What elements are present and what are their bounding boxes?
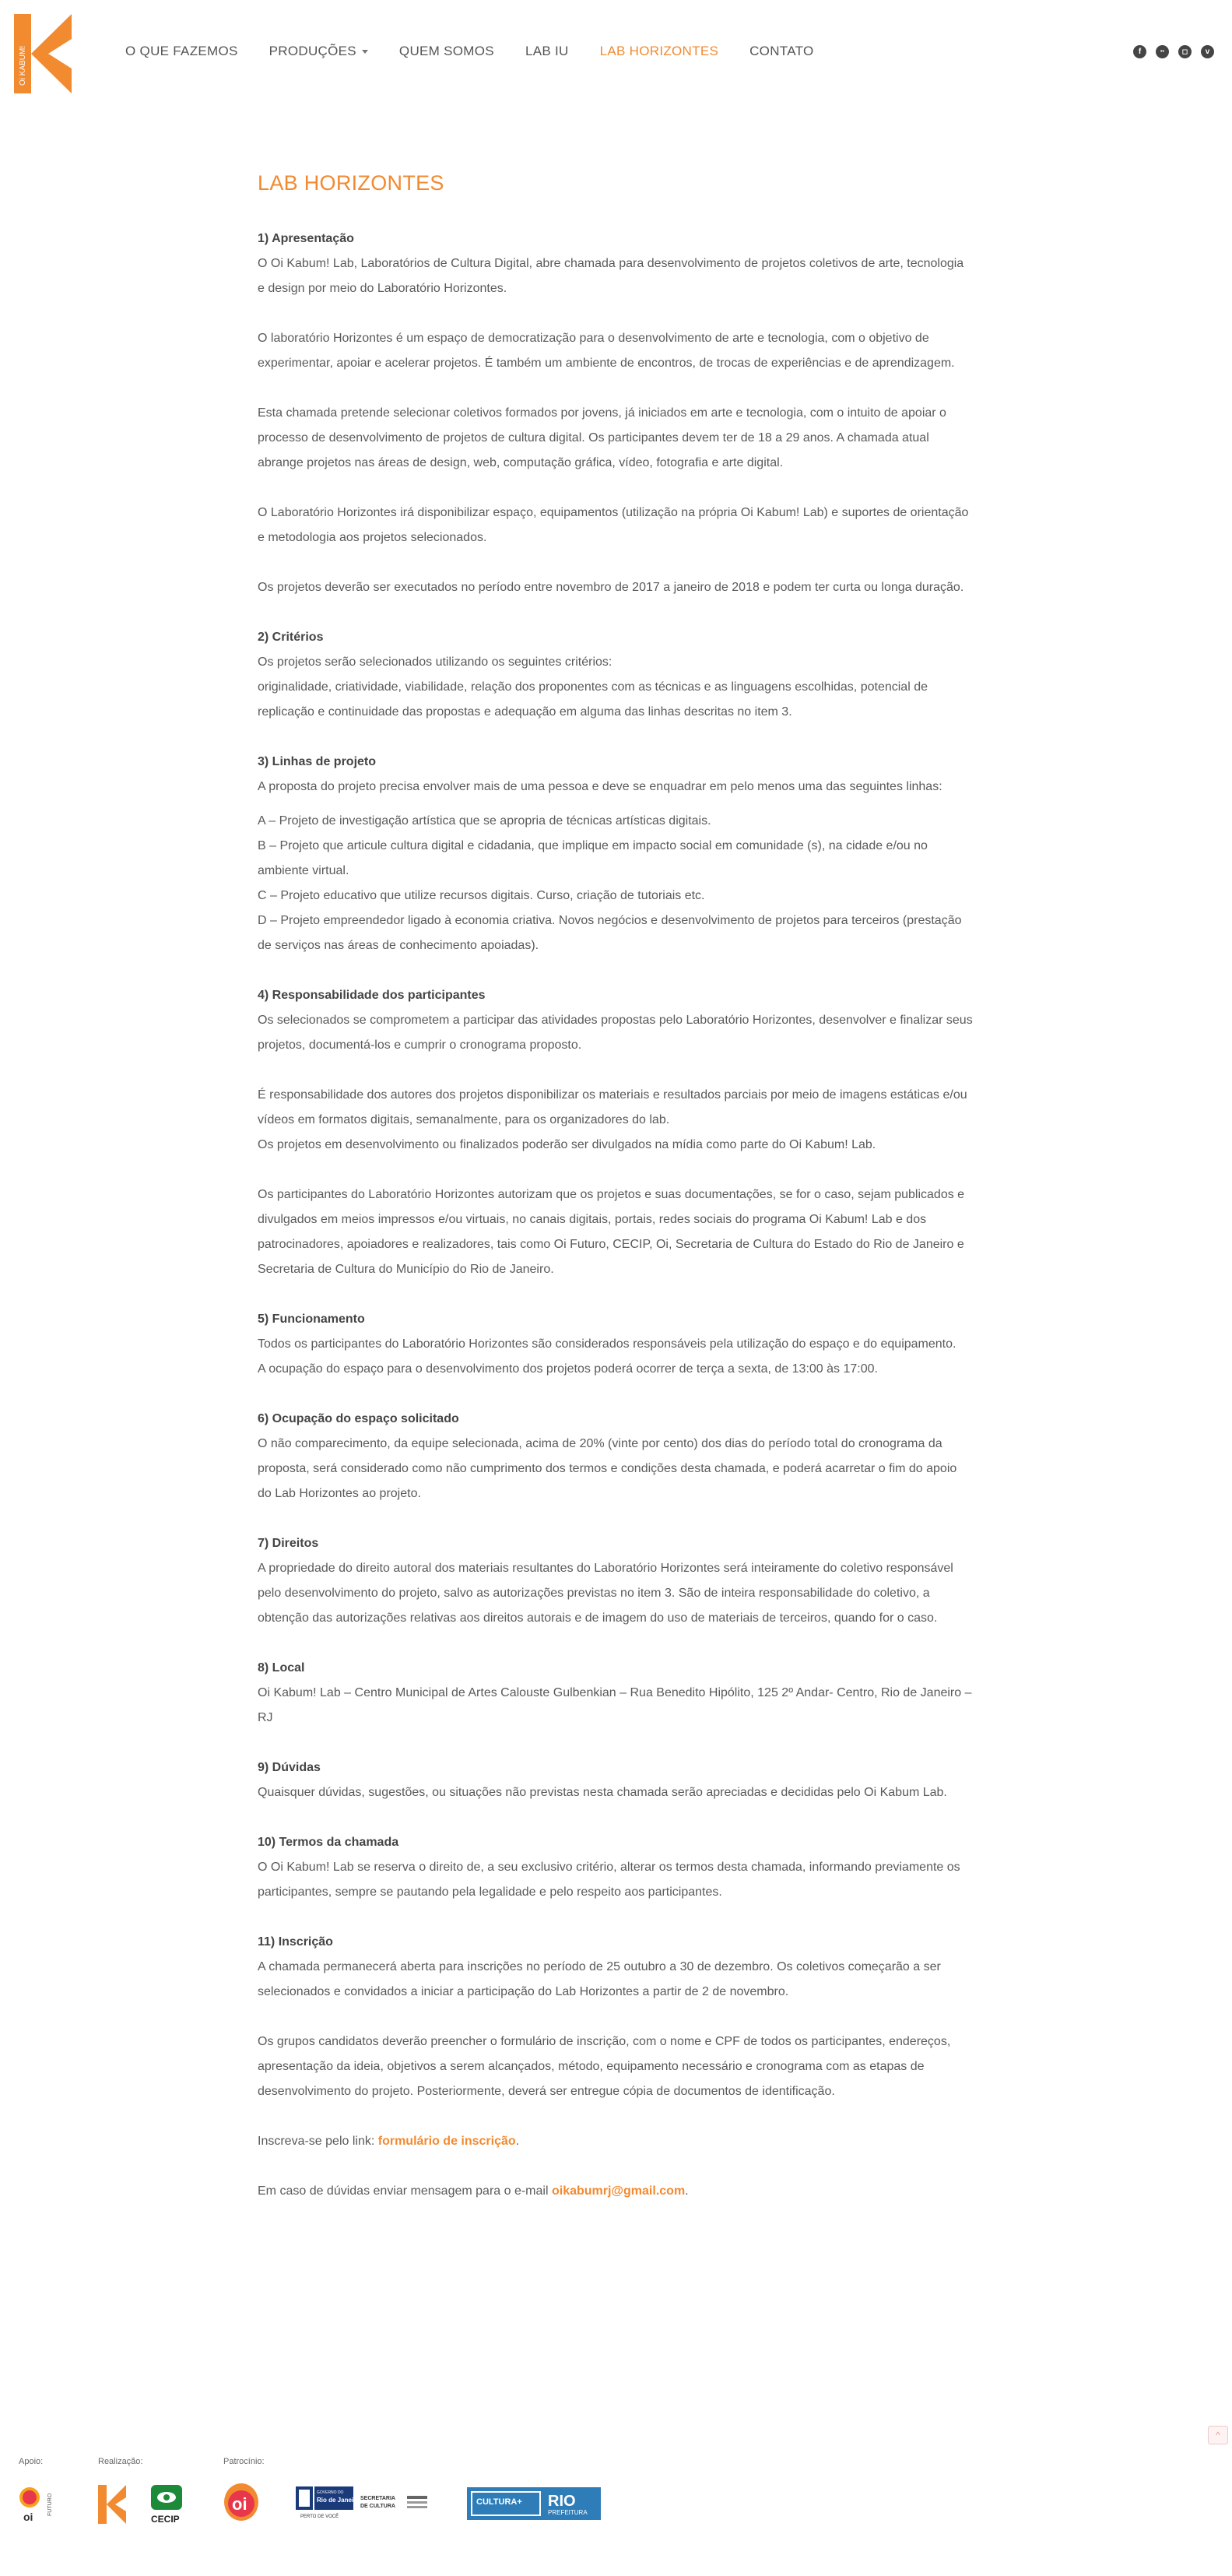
nav-item-producoes-label: PRODUÇÕES bbox=[269, 44, 356, 58]
cecip-logo bbox=[149, 2483, 187, 2525]
oi-logo bbox=[223, 2482, 260, 2522]
section-paragraph: Os selecionados se comprometem a participar das atividades propostas pelo Laboratório Horizontes, desenvolver e finalizar seus projetos, documentá-los e cumprir o cronograma proposto. bbox=[258, 1014, 973, 1052]
instagram-icon[interactable]: ◻ bbox=[1178, 45, 1192, 58]
section-title: 10) Termos da chamada bbox=[258, 1836, 399, 1849]
signup-form-link[interactable]: formulário de inscrição bbox=[377, 2135, 516, 2148]
section bbox=[258, 227, 974, 625]
contact-prefix: Em caso de dúvidas enviar mensagem para o e-mail bbox=[258, 2184, 552, 2198]
scroll-to-top-button[interactable] bbox=[1208, 2426, 1228, 2444]
section-paragraph: O não comparecimento, da equipe selecionada, acima de 20% (vinte por cento) dos dias do período total do cronograma da proposta, será considerado como não cumprimento dos termos e condições desta chamada, e poderá acarretar o fim do apoio do Lab Horizontes ao projeto. bbox=[258, 1437, 957, 1500]
section bbox=[258, 1307, 974, 1407]
page-title: LAB HORIZONTES bbox=[258, 171, 444, 195]
signup-prefix: Inscreva-se pelo link: bbox=[258, 2135, 378, 2148]
nav-item-o-que-fazemos[interactable]: O QUE FAZEMOS bbox=[125, 44, 238, 58]
section-paragraph: A chamada permanecerá aberta para inscrições no período de 25 outubro a 30 de dezembro. Os coletivos começarão a ser selecionados e convidados a iniciar a participação do Lab Horizontes a partir de 2 de novembro. bbox=[258, 1960, 941, 1998]
nav-item-producoes[interactable] bbox=[269, 44, 368, 59]
signup-line bbox=[258, 2129, 974, 2154]
governo-rj-logo bbox=[296, 2485, 360, 2521]
section-title: 4) Responsabilidade dos participantes bbox=[258, 989, 486, 1002]
contact-line bbox=[258, 2179, 974, 2204]
section-title: 6) Ocupação do espaço solicitado bbox=[258, 1412, 459, 1425]
governo-line3: PERTO DE VOCÊ bbox=[300, 2514, 339, 2519]
main-nav bbox=[125, 44, 845, 59]
section-paragraph: Todos os participantes do Laboratório Horizontes são considerados responsáveis pela utilização do espaço e do equipamento. A ocupação do espaço para o desenvolvimento dos projetos poderá ocorrer de terça a sexta, de 13:00 às 17:00. bbox=[258, 1337, 956, 1376]
section bbox=[258, 1755, 974, 1830]
apoio-label: Apoio: bbox=[19, 2457, 44, 2466]
oi-futuro-text: oi bbox=[23, 2511, 33, 2523]
project-line-item: D – Projeto empreendedor ligado à economia criativa. Novos negócios e desenvolvimento de projetos para terceiros (prestação de serviços nas áreas de conhecimento apoiadas). bbox=[258, 914, 962, 952]
section bbox=[258, 1407, 974, 1531]
nav-item-quem-somos[interactable]: QUEM SOMOS bbox=[398, 44, 494, 58]
nav-item-lab-horizontes[interactable]: LAB HORIZONTES bbox=[599, 44, 719, 58]
secretaria-line1: SECRETARIA bbox=[360, 2496, 395, 2501]
social-links bbox=[1133, 45, 1223, 58]
sponsors-footer bbox=[0, 2444, 1232, 2576]
section bbox=[258, 983, 974, 1307]
nav-item-contato[interactable]: CONTATO bbox=[749, 44, 814, 58]
section bbox=[258, 625, 974, 750]
section-title: 3) Linhas de projeto bbox=[258, 755, 377, 768]
section-paragraph: Oi Kabum! Lab – Centro Municipal de Artes Calouste Gulbenkian – Rua Benedito Hipólito, 125 2º Andar- Centro, Rio de Janeiro – RJ bbox=[258, 1686, 972, 1724]
sections-container bbox=[258, 227, 974, 2129]
contact-email-link[interactable]: oikabumrj@gmail.com bbox=[551, 2184, 686, 2198]
section bbox=[258, 1656, 974, 1755]
section bbox=[258, 1830, 974, 1930]
section-paragraph: A proposta do projeto precisa envolver mais de uma pessoa e deve se enquadrar em pelo menos uma das seguintes linhas: bbox=[258, 780, 942, 793]
section-title: 1) Apresentação bbox=[258, 232, 354, 245]
secretaria-line2: DE CULTURA bbox=[360, 2504, 395, 2509]
oi-futuro-logo bbox=[17, 2485, 54, 2525]
contact-suffix: . bbox=[685, 2184, 689, 2198]
section-title: 9) Dúvidas bbox=[258, 1761, 321, 1774]
section bbox=[258, 1531, 974, 1656]
section-paragraph: O Oi Kabum! Lab se reserva o direito de, a seu exclusivo critério, alterar os termos desta chamada, informando previamente os participantes, sempre se pautando pela legalidade e pelo respeito aos participantes. bbox=[258, 1861, 960, 1899]
futuro-text: FUTURO bbox=[47, 2493, 53, 2516]
section-paragraph: O Oi Kabum! Lab, Laboratórios de Cultura Digital, abre chamada para desenvolvimento de projetos coletivos de arte, tecnologia e design por meio do Laboratório Horizontes. bbox=[258, 257, 964, 295]
section-title: 11) Inscrição bbox=[258, 1935, 333, 1949]
signup-suffix: . bbox=[515, 2135, 520, 2148]
project-line-item: C – Projeto educativo que utilize recursos digitais. Curso, criação de tutoriais etc. bbox=[258, 889, 705, 902]
section-paragraph: Os projetos serão selecionados utilizando os seguintes critérios: originalidade, criatividade, viabilidade, relação dos proponentes com as técnicas e as linguagens escolhidas, potencial de replicação e continuidade das propostas e adequação em alguma das linhas descritas no item 3. bbox=[258, 655, 928, 719]
section-paragraph: O Laboratório Horizontes irá disponibilizar espaço, equipamentos (utilização na própria Oi Kabum! Lab) e suportes de orientação e metodologia aos projetos selecionados. bbox=[258, 506, 969, 544]
section-paragraph: A propriedade do direito autoral dos materiais resultantes do Laboratório Horizontes será inteiramente do coletivo responsável pelo desenvolvimento do projeto, salvo as autorizações previstas no item 3. São de inteira responsabilidade do coletivo, a obtenção das autorizações relativas aos direitos autorais e de imagem do uso de materiais de terceiros, quando for o caso. bbox=[258, 1562, 953, 1625]
section-paragraph: O laboratório Horizontes é um espaço de democratização para o desenvolvimento de arte e tecnologia, com o objetivo de experimentar, apoiar e acelerar projetos. É também um ambiente de encontros, de trocas de experiências e de aprendizagem. bbox=[258, 332, 955, 370]
section-paragraph: Quaisquer dúvidas, sugestões, ou situações não previstas nesta chamada serão apreciadas e decididas pelo Oi Kabum Lab. bbox=[258, 1786, 947, 1799]
prefeitura-text: PREFEITURA bbox=[548, 2509, 588, 2516]
section-paragraph: Esta chamada pretende selecionar coletivos formados por jovens, já iniciados em arte e tecnologia, com o intuito de apoiar o processo de desenvolvimento de projetos de cultura digital. Os participantes devem ter de 18 a 29 anos. A chamada atual abrange projetos nas áreas de design, web, computação gráfica, vídeo, fotografia e arte digital. bbox=[258, 406, 946, 469]
section bbox=[258, 750, 974, 983]
project-line-item: A – Projeto de investigação artística que se apropria de técnicas artísticas digitais. bbox=[258, 814, 711, 828]
vimeo-icon[interactable]: v bbox=[1201, 45, 1214, 58]
section-title: 2) Critérios bbox=[258, 631, 324, 644]
oi-text: oi bbox=[232, 2494, 247, 2514]
project-line-item: B – Projeto que articule cultura digital e cidadania, que implique em impacto social em comunidade (s), na cidade e/ou no ambiente virtual. bbox=[258, 839, 928, 877]
section-paragraph: Os projetos deverão ser executados no período entre novembro de 2017 a janeiro de 2018 e podem ter curta ou longa duração. bbox=[258, 581, 964, 594]
cultura-plus-text: CULTURA+ bbox=[476, 2497, 522, 2507]
section-paragraph: Os grupos candidatos deverão preencher o formulário de inscrição, com o nome e CPF de todos os participantes, endereços, apresentação da ideia, objetivos a serem alcançados, método, equipamento necessário e cronograma com as etapas de desenvolvimento do projeto. Posteriormente, deverá ser entregue cópia de documentos de identificação. bbox=[258, 2035, 951, 2098]
governo-line2: Rio de Janeiro bbox=[317, 2497, 360, 2504]
section-title: 8) Local bbox=[258, 1661, 305, 1675]
section-title: 7) Direitos bbox=[258, 1537, 319, 1550]
chevron-up-icon: ^ bbox=[1216, 2430, 1220, 2441]
section-paragraph: Os participantes do Laboratório Horizontes autorizam que os projetos e suas documentações, se for o caso, sejam publicados e divulgados em meios impressos e/ou virtuais, no canais digitais, portais, redes sociais do programa Oi Kabum! Lab e dos patrocinadores, apoiadores e realizadores, tais como Oi Futuro, CECIP, Oi, Secretaria de Cultura do Estado do Rio de Janeiro e Secretaria de Cultura do Município do Rio de Janeiro. bbox=[258, 1188, 965, 1276]
cultura-rio-prefeitura-logo bbox=[467, 2487, 601, 2520]
caret-down-icon bbox=[362, 50, 368, 54]
facebook-icon[interactable]: f bbox=[1133, 45, 1146, 58]
oi-kabum-small-logo bbox=[98, 2485, 126, 2524]
realizacao-label: Realização: bbox=[98, 2457, 143, 2466]
section-paragraph: É responsabilidade dos autores dos projetos disponibilizar os materiais e resultados parciais por meio de imagens estáticas e/ou vídeos em formatos digitais, semanalmente, para os organizadores do lab. Os projetos em desenvolvimento ou finalizados poderão ser divulgados na mídia como parte do Oi Kabum! Lab. bbox=[258, 1088, 967, 1151]
governo-line1: GOVERNO DO bbox=[317, 2490, 344, 2495]
section-title: 5) Funcionamento bbox=[258, 1313, 365, 1326]
section bbox=[258, 1930, 974, 2129]
secretaria-cultura-logo bbox=[360, 2491, 432, 2513]
logo-text: Oi KABUM! bbox=[19, 45, 27, 86]
site-header bbox=[0, 0, 1232, 109]
oi-kabum-logo[interactable] bbox=[14, 14, 72, 93]
cecip-text: CECIP bbox=[151, 2514, 180, 2525]
main-content bbox=[258, 156, 974, 2204]
patrocinio-label: Patrocínio: bbox=[223, 2457, 265, 2466]
rio-text: RIO bbox=[548, 2493, 576, 2510]
flickr-icon[interactable]: •• bbox=[1156, 45, 1169, 58]
nav-item-lab-iu[interactable]: LAB IU bbox=[525, 44, 569, 58]
